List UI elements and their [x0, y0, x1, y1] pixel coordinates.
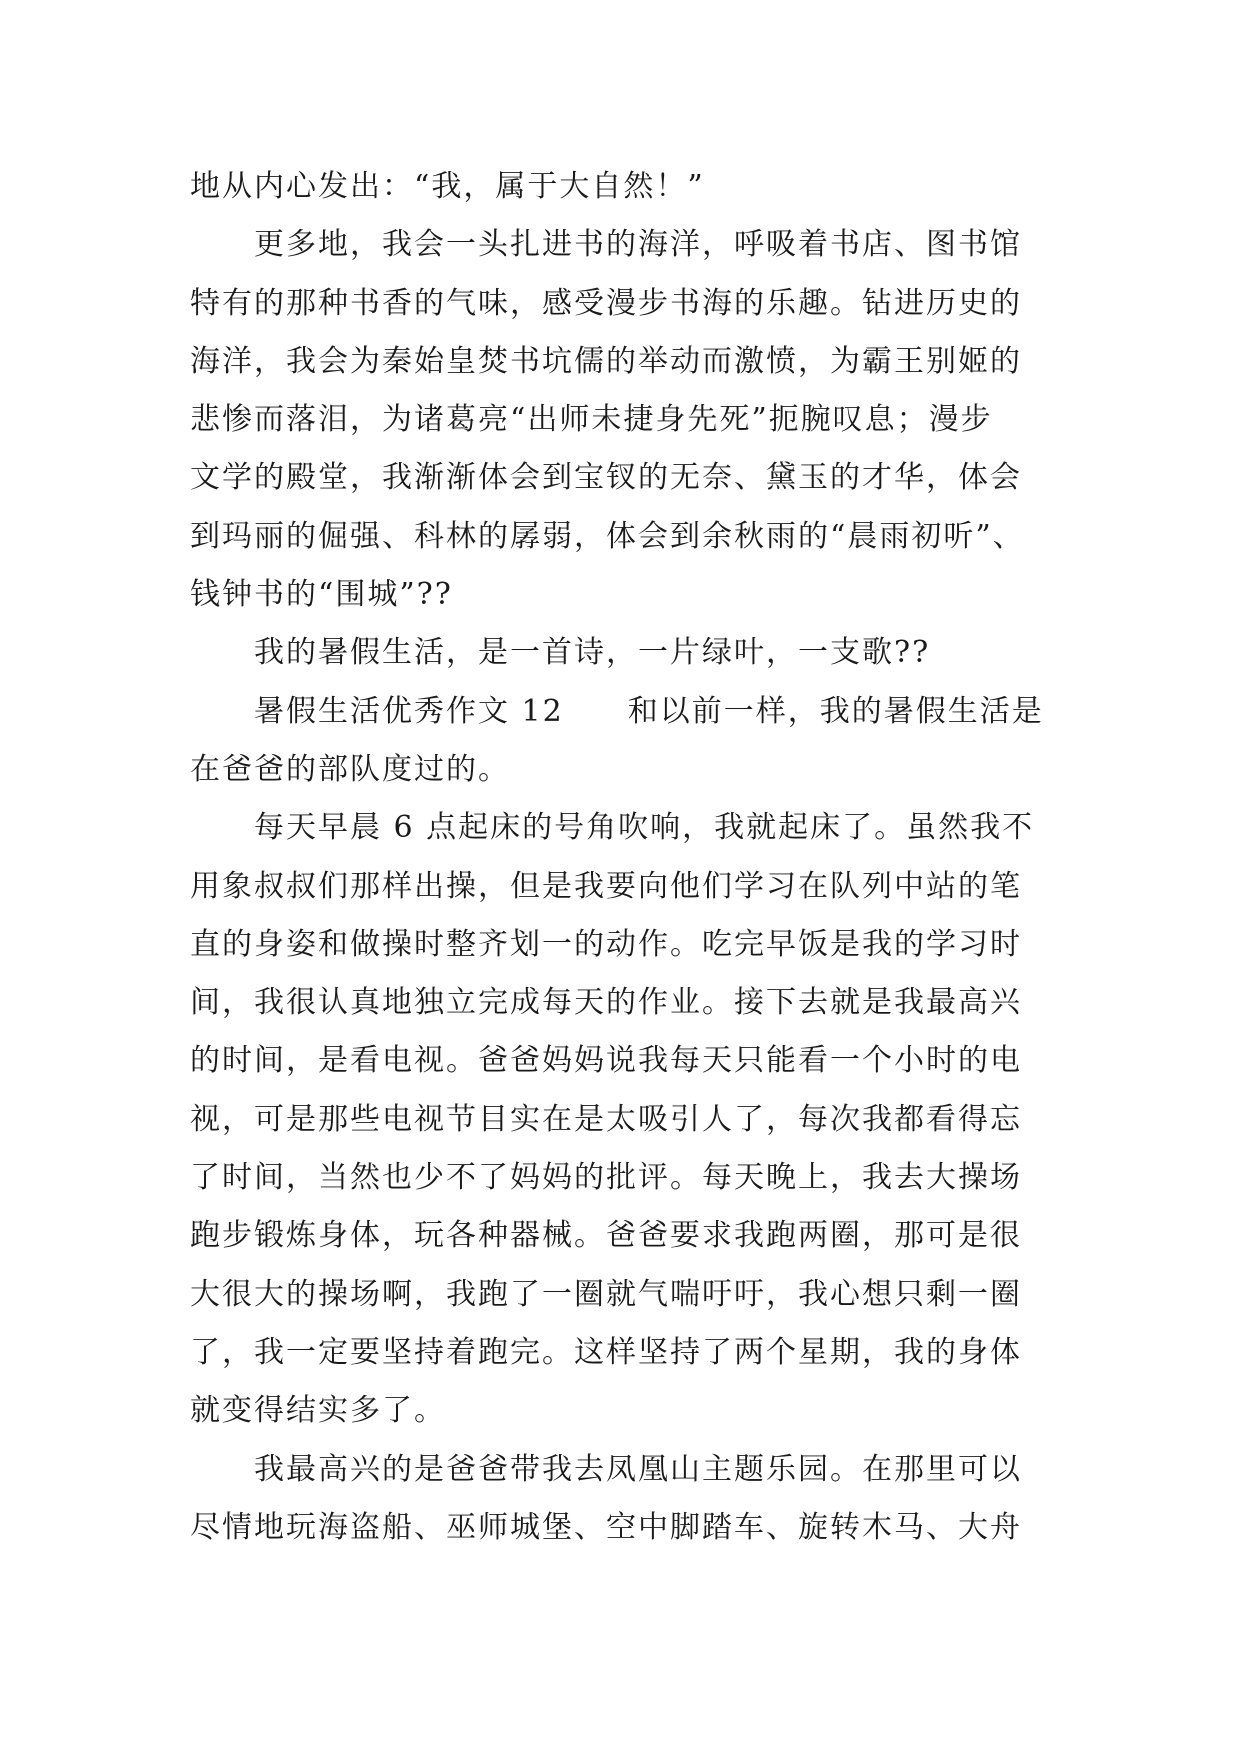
text-line: 文学的殿堂，我渐渐体会到宝钗的无奈、黛玉的才华，体会 [190, 460, 1022, 496]
text-line: 视，可是那些电视节目实在是太吸引人了，每次我都看得忘 [190, 1101, 1022, 1137]
text-line: 的时间，是看电视。爸爸妈妈说我每天只能看一个小时的电 [190, 1043, 1022, 1079]
text-line: 悲惨而落泪，为诸葛亮“出师未捷身先死”扼腕叹息；漫步 [190, 402, 993, 438]
text-line: 海洋，我会为秦始皇焚书坑儒的举动而激愤，为霸王别姬的 [190, 343, 1022, 379]
text-line: 直的身姿和做操时整齐划一的动作。吃完早饭是我的学习时 [190, 926, 1022, 962]
text-line: 就变得结实多了。 [190, 1393, 446, 1429]
text-line: 用象叔叔们那样出操，但是我要向他们学习在队列中站的笔 [190, 868, 1022, 904]
text-line: 跑步锻炼身体，玩各种器械。爸爸要求我跑两圈，那可是很 [190, 1218, 1022, 1254]
body-text [190, 158, 1060, 1557]
text-line: 了时间，当然也少不了妈妈的批评。每天晚上，我去大操场 [190, 1160, 1022, 1196]
text-line: 间，我很认真地独立完成每天的作业。接下去就是我最高兴 [190, 985, 1022, 1021]
text-line: 在爸爸的部队度过的。 [190, 751, 510, 787]
text-line: 地从内心发出：“我，属于大自然！” [190, 169, 705, 204]
text-line: 暑假生活优秀作文 12 和以前一样，我的暑假生活是 [254, 693, 1044, 729]
text-line: 钱钟书的“围城”?? [190, 577, 453, 613]
text-line: 我的暑假生活，是一首诗，一片绿叶，一支歌?? [254, 635, 931, 671]
text-line: 了，我一定要坚持着跑完。这样坚持了两个星期，我的身体 [190, 1334, 1022, 1370]
text-line: 尽情地玩海盗船、巫师城堡、空中脚踏车、旋转木马、大舟 [190, 1509, 1022, 1545]
text-line: 每天早晨 6 点起床的号角吹响，我就起床了。虽然我不 [254, 810, 1035, 846]
text-line: 特有的那种书香的气味，感受漫步书海的乐趣。钻进历史的 [190, 285, 1022, 321]
text-line: 我最高兴的是爸爸带我去凤凰山主题乐园。在那里可以 [254, 1451, 1022, 1487]
text-line: 大很大的操场啊，我跑了一圈就气喘吁吁，我心想只剩一圈 [190, 1276, 1022, 1312]
text-line: 更多地，我会一头扎进书的海洋，呼吸着书店、图书馆 [254, 227, 1022, 263]
text-line: 到玛丽的倔强、科林的孱弱，体会到余秋雨的“晨雨初听”、 [190, 518, 1025, 554]
